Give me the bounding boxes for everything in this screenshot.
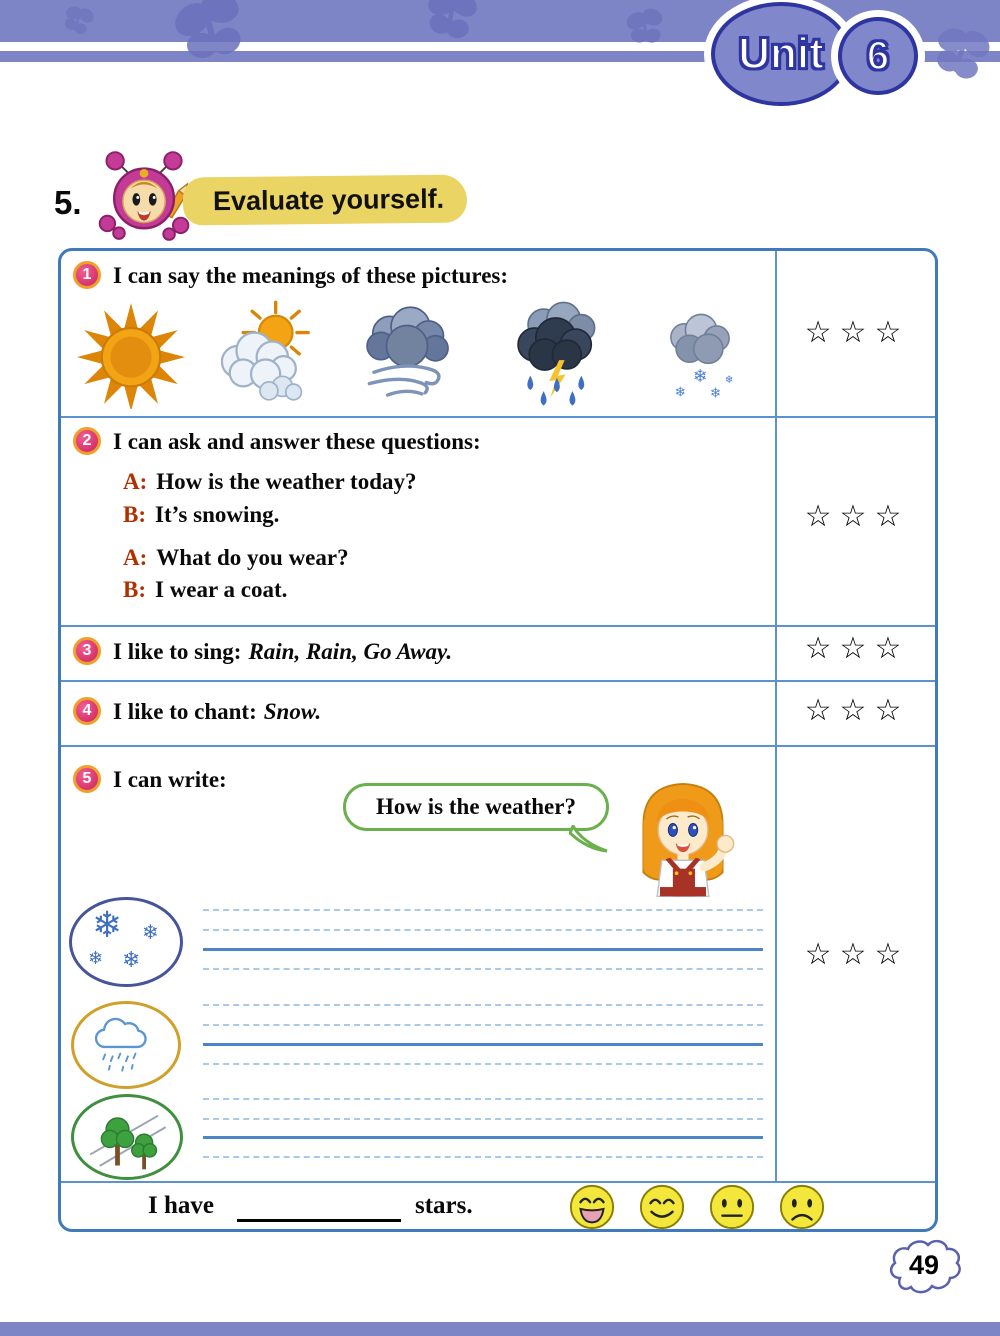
- svg-text:❄: ❄: [692, 367, 708, 388]
- girl-character: [615, 771, 751, 911]
- row2-number-badge: 2: [73, 427, 101, 455]
- row4-number-badge: 4: [73, 697, 101, 725]
- row5-stars: ☆☆☆: [804, 937, 910, 972]
- windy-icon: [343, 297, 471, 411]
- row4-stars: ☆☆☆: [804, 693, 910, 728]
- snowflake-icon: ❄: [142, 920, 159, 944]
- windy-trees-icon: [78, 1099, 176, 1175]
- writing-line: [203, 909, 763, 911]
- row3-label: I like to sing:: [113, 639, 242, 664]
- row4-label: I like to chant:: [113, 699, 257, 724]
- smiley-neutral-icon: [708, 1183, 756, 1231]
- section-title: Evaluate yourself.: [212, 183, 445, 216]
- row3-title: [113, 639, 452, 665]
- row2-stars: ☆☆☆: [804, 499, 910, 534]
- rain-cloud-doodle-icon: [78, 1007, 174, 1083]
- page-number: 49: [908, 1250, 940, 1280]
- writing-baseline: [203, 1043, 763, 1046]
- row3-number-badge: 3: [73, 637, 101, 665]
- speaker-b: B:: [123, 502, 146, 527]
- unit-number: 6: [866, 33, 890, 78]
- rainy-thunderstorm-icon: [497, 295, 619, 413]
- unit-bubble-large: [711, 2, 851, 106]
- smiley-sad-icon: [778, 1183, 826, 1231]
- row-divider: [61, 625, 935, 627]
- writing-line: [203, 1063, 763, 1065]
- row4-title: [113, 699, 321, 725]
- snowy-icon: [645, 303, 755, 407]
- dialogue-text: How is the weather today?: [156, 469, 417, 494]
- writing-baseline: [203, 1136, 763, 1139]
- bottom-border-band: [0, 1322, 1000, 1336]
- svg-text:❄: ❄: [724, 374, 734, 387]
- footer-text-after: stars.: [415, 1192, 473, 1219]
- row5-number-badge: 5: [73, 765, 101, 793]
- speaker-b: B:: [123, 577, 146, 602]
- writing-baseline: [203, 948, 763, 951]
- page-number-cloud: [884, 1236, 964, 1298]
- dialogue-line: [123, 577, 287, 603]
- row-divider: [61, 416, 935, 418]
- windy-trees-prompt-oval: [71, 1094, 183, 1180]
- dialogue-text: I wear a coat.: [155, 577, 288, 602]
- row2-title: I can ask and answer these questions:: [113, 429, 481, 454]
- snowflake-icon: ❄: [92, 905, 123, 946]
- smiley-smiling-icon: [638, 1183, 686, 1231]
- speaker-a: A:: [123, 545, 148, 570]
- row3-stars: ☆☆☆: [804, 631, 910, 666]
- butterfly-icon: [620, 2, 670, 52]
- row1-title: I can say the meanings of these pictures:: [113, 263, 509, 288]
- chant-title: Snow.: [263, 699, 322, 724]
- butterfly-icon: [415, 0, 487, 51]
- partly-cloudy-icon: [201, 299, 319, 411]
- butterfly-icon: [159, 0, 262, 79]
- row5-title: I can write:: [113, 767, 227, 792]
- sunny-icon: [75, 301, 187, 409]
- snowflake-icon: ❄: [88, 948, 104, 969]
- dialogue-line: [123, 502, 279, 528]
- svg-text:❄: ❄: [674, 384, 686, 401]
- snowy-prompt-oval: [69, 897, 183, 987]
- writing-line: [203, 1004, 763, 1006]
- writing-line: [203, 1156, 763, 1158]
- stars-count-blank: [237, 1219, 401, 1222]
- dialogue-line: [123, 545, 349, 571]
- unit-label: Unit: [738, 29, 824, 78]
- writing-line: [203, 1024, 763, 1026]
- smiley-laughing-icon: [568, 1183, 616, 1231]
- dialogue-text: It’s snowing.: [155, 502, 280, 527]
- row1-number-badge: 1: [73, 261, 101, 289]
- speech-bubble: How is the weather?: [343, 783, 609, 831]
- row1-stars: ☆☆☆: [804, 315, 910, 350]
- section-number: 5.: [54, 184, 82, 221]
- footer-text-before: I have: [148, 1192, 214, 1219]
- unit-bubble-small: [838, 17, 918, 95]
- writing-line: [203, 968, 763, 970]
- speaker-a: A:: [123, 469, 148, 494]
- dialogue-line: [123, 469, 417, 495]
- writing-line: [203, 929, 763, 931]
- row-divider: [61, 745, 935, 747]
- song-title: Rain, Rain, Go Away.: [248, 639, 453, 664]
- evaluation-table: [58, 248, 938, 1232]
- section-title-highlight: [183, 175, 467, 226]
- rainy-prompt-oval: [71, 1001, 181, 1089]
- writing-line: [203, 1098, 763, 1100]
- writing-line: [203, 1118, 763, 1120]
- svg-text:❄: ❄: [709, 385, 722, 402]
- snowflake-icon: ❄: [122, 948, 141, 973]
- speech-bubble-tail: [569, 825, 611, 855]
- dialogue-text: What do you wear?: [156, 545, 349, 570]
- row-divider: [61, 680, 935, 682]
